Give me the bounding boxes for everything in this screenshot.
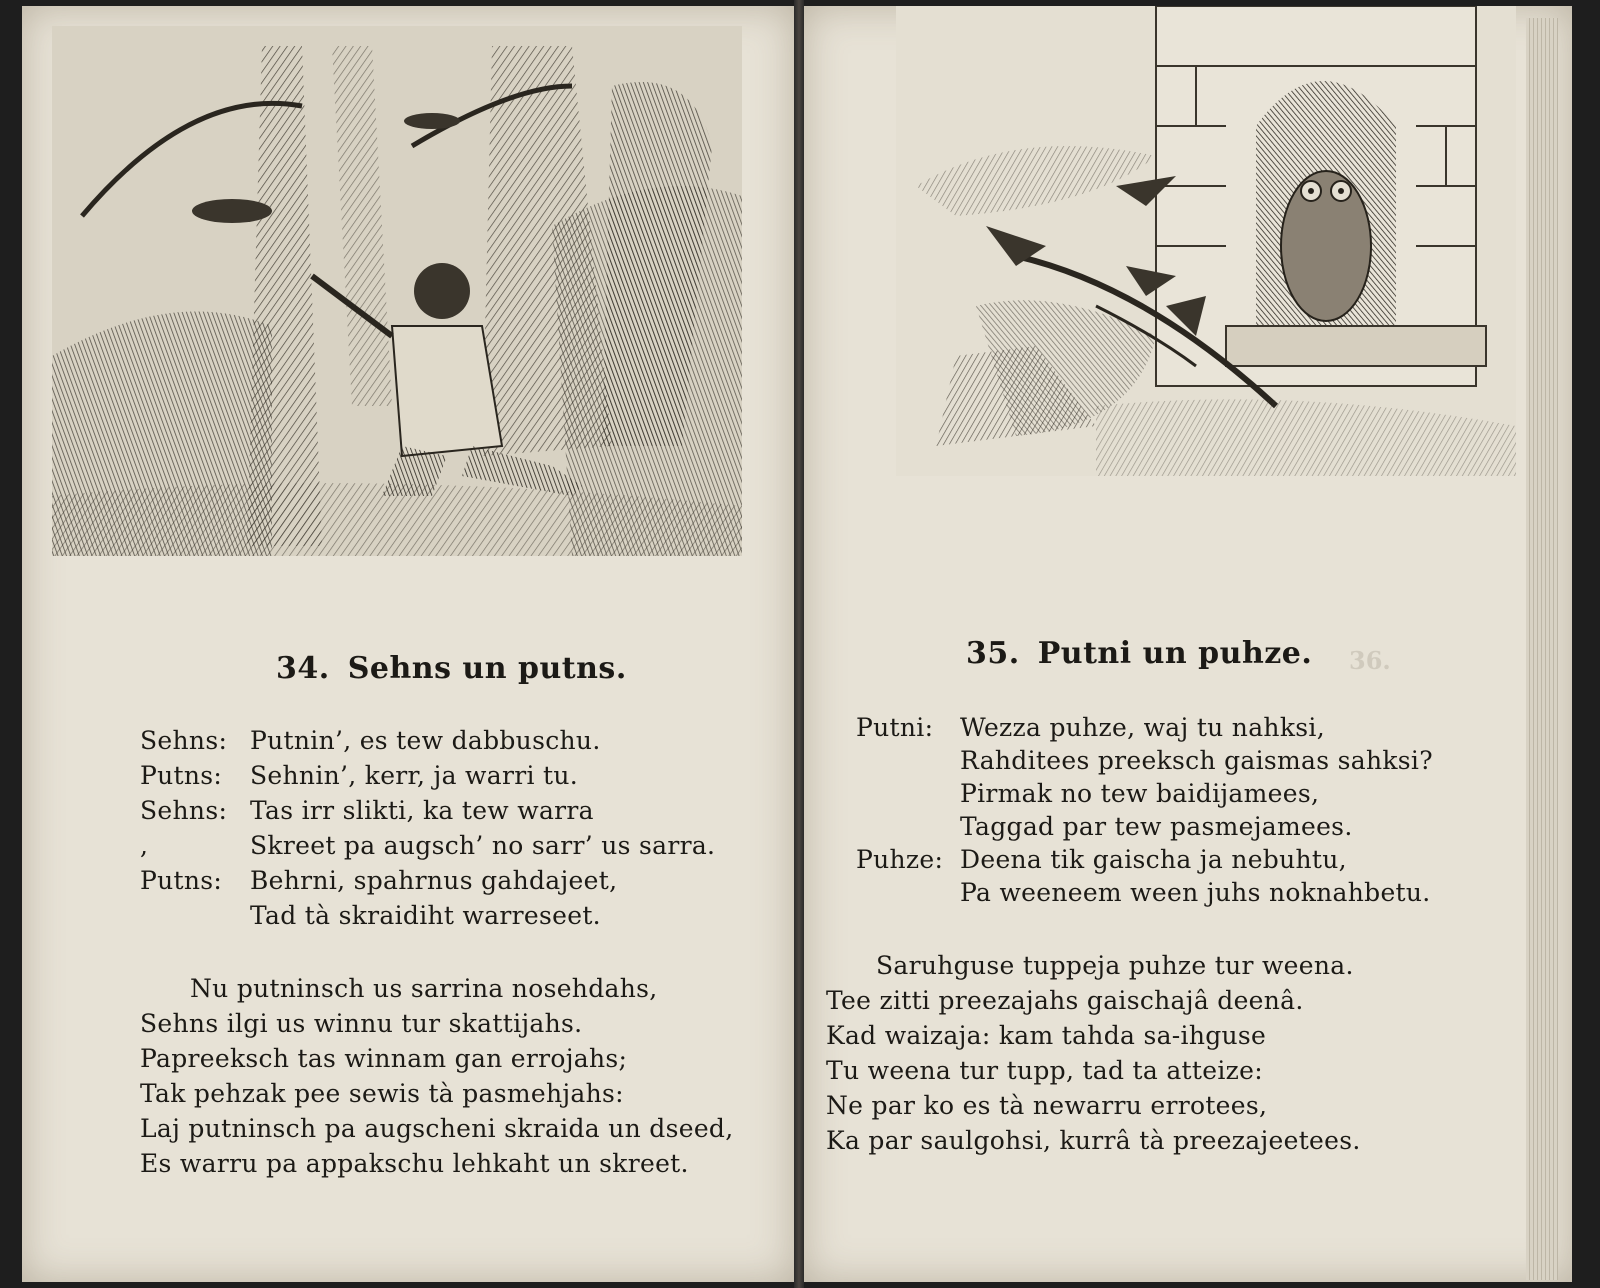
verse-line: Tee zitti preezajahs gaischajâ deenâ. bbox=[826, 986, 1304, 1015]
dialogue-text: Taggad par tew pasmejamees. bbox=[960, 812, 1353, 841]
verse-line: Papreeksch tas winnam gan errojahs; bbox=[140, 1044, 628, 1073]
dialogue-text: Behrni, spahrnus gahdajeet, bbox=[250, 866, 618, 895]
dialogue-line bbox=[140, 901, 601, 930]
speaker-label: Putni: bbox=[856, 713, 934, 742]
dialogue-text: Pirmak no tew baidijamees, bbox=[960, 779, 1320, 808]
owl-illustration bbox=[896, 6, 1516, 476]
dialogue-text: Tas irr slikti, ka tew warra bbox=[250, 796, 594, 825]
dialogue-text: Tad tà skraidiht warreseet. bbox=[250, 901, 601, 930]
dialogue-text: Wezza puhze, waj tu nahksi, bbox=[960, 713, 1325, 742]
bleed-through-text: 36. bbox=[1349, 646, 1391, 675]
verse-line: Saruhguse tuppeja puhze tur weena. bbox=[876, 951, 1354, 980]
poem-number: 34. bbox=[276, 651, 330, 686]
verse-line: Sehns ilgi us winnu tur skattijahs. bbox=[140, 1009, 583, 1038]
dialogue-line bbox=[140, 726, 601, 755]
dialogue-text: Rahditees preeksch gaismas sahksi? bbox=[960, 746, 1433, 775]
dialogue-line bbox=[140, 831, 715, 860]
verse-line: Tu weena tur tupp, tad ta atteize: bbox=[826, 1056, 1263, 1085]
poem-number: 35. bbox=[966, 636, 1020, 671]
speaker-label: Sehns: bbox=[140, 796, 228, 825]
speaker-label: Sehns: bbox=[140, 726, 228, 755]
page-edges bbox=[1526, 18, 1558, 1280]
poem-title-text: Sehns un putns. bbox=[347, 651, 627, 686]
speaker-label: Puhze: bbox=[856, 845, 944, 874]
dialogue-line bbox=[856, 779, 1319, 808]
dialogue-line bbox=[856, 812, 1353, 841]
dialogue-text: Pa weeneem ween juhs noknahbetu. bbox=[960, 878, 1431, 907]
dialogue-text: Sehnin’, kerr, ja warri tu. bbox=[250, 761, 578, 790]
verse-line: Laj putninsch pa augscheni skraida un dseed, bbox=[140, 1114, 734, 1143]
poem-title bbox=[966, 636, 1312, 671]
speaker-label: Putns: bbox=[140, 761, 223, 790]
verse-line: Tak pehzak pee sewis tà pasmehjahs: bbox=[140, 1079, 624, 1108]
speaker-label: Putns: bbox=[140, 866, 223, 895]
poem-title-text: Putni un puhze. bbox=[1037, 636, 1313, 671]
poem-title bbox=[276, 651, 627, 686]
verse-line: Ka par saulgohsi, kurrâ tà preezajeetees. bbox=[826, 1126, 1361, 1155]
right-page bbox=[804, 6, 1572, 1282]
forest-illustration bbox=[52, 26, 742, 556]
engraving-child-and-bird bbox=[52, 26, 742, 556]
dialogue-line bbox=[140, 866, 617, 895]
dialogue-line bbox=[856, 845, 1347, 874]
verse-line: Ne par ko es tà newarru errotees, bbox=[826, 1091, 1268, 1120]
verse-line: Kad waizaja: kam tahda sa-ihguse bbox=[826, 1021, 1267, 1050]
left-page bbox=[22, 6, 794, 1282]
dialogue-line bbox=[856, 746, 1433, 775]
dialogue-line bbox=[140, 761, 578, 790]
verse-line: Nu putninsch us sarrina nosehdahs, bbox=[190, 974, 658, 1003]
dialogue-text: Putnin’, es tew dabbuschu. bbox=[250, 726, 601, 755]
dialogue-text: Skreet pa augsch’ no sarr’ us sarra. bbox=[250, 831, 716, 860]
verse-line: Es warru pa appakschu lehkaht un skreet. bbox=[140, 1149, 689, 1178]
dialogue-line bbox=[140, 796, 594, 825]
speaker-label: , bbox=[140, 831, 149, 860]
engraving-owl-and-birds bbox=[896, 6, 1516, 476]
dialogue-line bbox=[856, 713, 1325, 742]
dialogue-text: Deena tik gaischa ja nebuhtu, bbox=[960, 845, 1347, 874]
book-spine bbox=[794, 0, 804, 1288]
dialogue-line bbox=[856, 878, 1431, 907]
